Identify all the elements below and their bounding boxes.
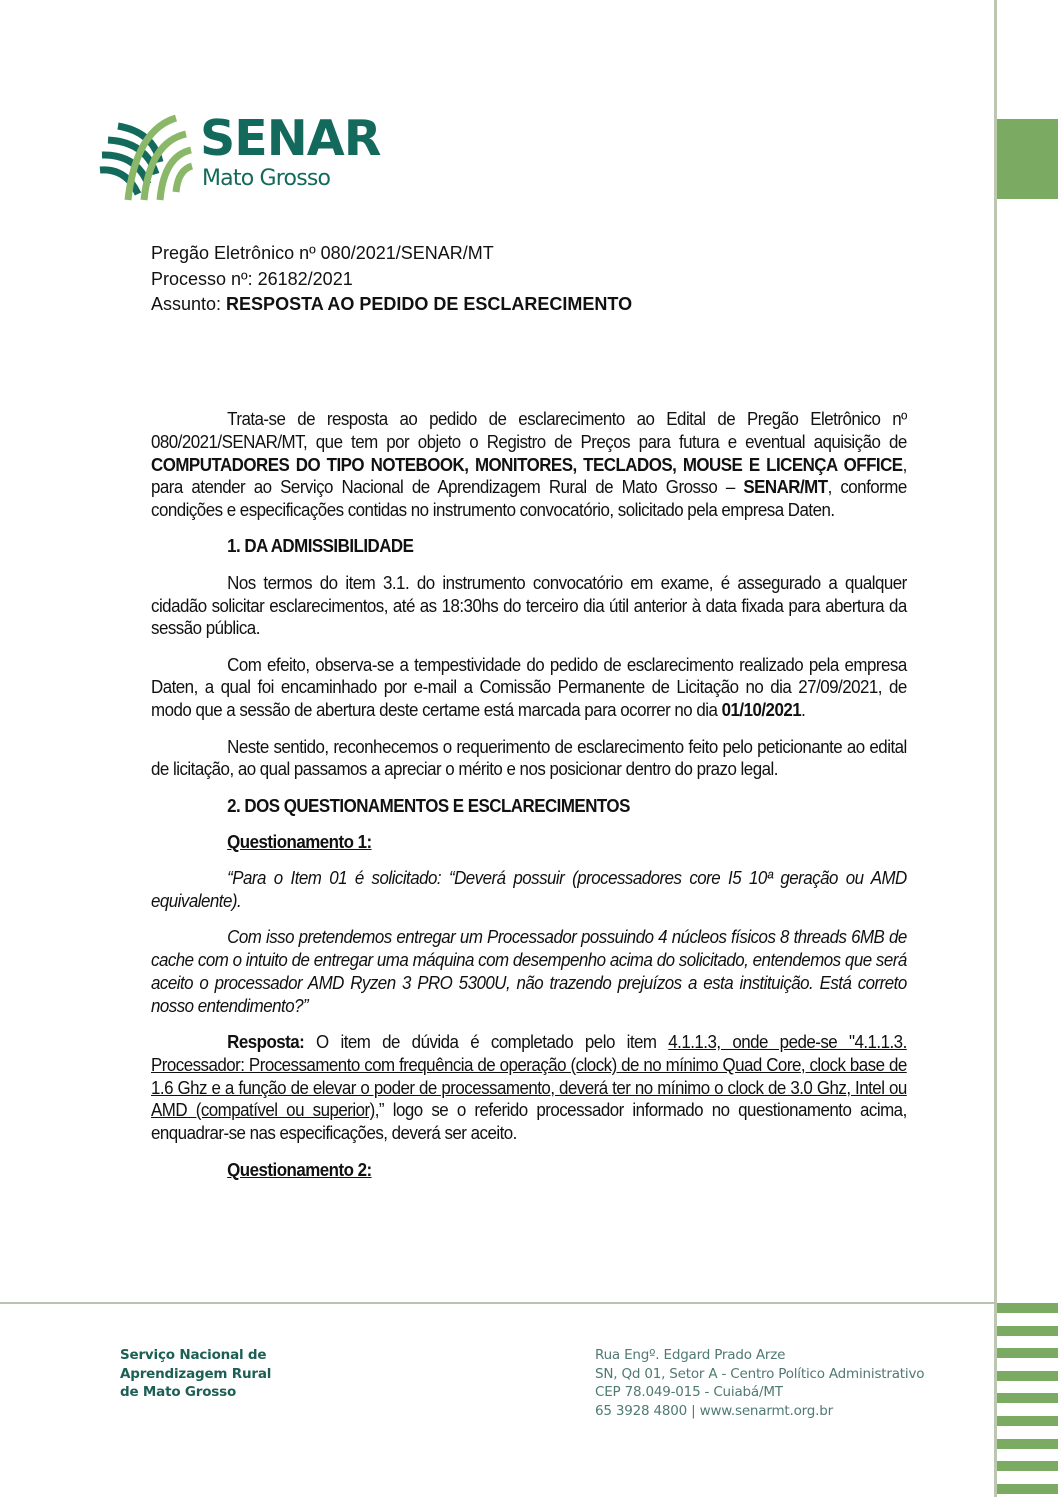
- footer-contact-line: 65 3928 4800 | www.senarmt.org.br: [595, 1402, 833, 1419]
- intro-org: SENAR/MT: [743, 477, 828, 498]
- answer-cited-item: 4.1.1.3, onde pede-se "4.1.1.3. Processador: Processamento com frequência de operação (clock) de no mínimo Quad Core, clock base de 1.6 Ghz e a função de elevar o poder de processamento, deverá ter no mínimo o clock de 3.0 Ghz, Intel ou AMD (compatível ou superior): [151, 1032, 907, 1121]
- answer-label: Resposta:: [227, 1032, 305, 1053]
- footer-org-line: de Mato Grosso: [120, 1384, 237, 1401]
- footer-stripe: [997, 1393, 1058, 1403]
- intro-text-1: Trata-se de resposta ao pedido de esclarecimento ao Edital de Pregão Eletrônico nº 080/2021/SENAR/MT, que tem por objeto o Registro de Preços para futura e eventual aquisição de: [151, 409, 907, 452]
- intro-paragraph: [151, 408, 907, 522]
- footer-address-line: Rua Engº. Edgard Prado Arze: [595, 1347, 786, 1363]
- leaf-arches-icon: [98, 112, 193, 204]
- footer-stripe: [997, 1461, 1058, 1471]
- senar-logo: [98, 110, 381, 207]
- question-1-quote-2: Com isso pretendemos entregar um Processador possuindo 4 núcleos físicos 8 threads 6MB de cache com o intuito de entregar uma máquina com desempenho acima do solicitado, entendemos que será aceito o processador AMD Ryzen 3 PRO 5300U, não trazendo prejuízos a esta instituição. Está correto nosso entendimento?”: [151, 927, 907, 1016]
- pregao-number: Pregão Eletrônico nº 080/2021/SENAR/MT: [151, 243, 494, 263]
- admissibility-paragraph-1: Nos termos do item 3.1. do instrumento convocatório em exame, é assegurado a qualquer cidadão solicitar esclarecimentos, até as 18:30hs do terceiro dia útil anterior à data fixada para abertura da sessão pública.: [151, 572, 907, 639]
- question-1-title: Questionamento 1:: [227, 831, 372, 852]
- answer-text-2: ,” logo se o referido processador informado no questionamento acima, enquadrar-se nas especificações, deverá ser aceito.: [151, 1100, 907, 1144]
- header-accent-block: [997, 119, 1058, 199]
- footer-stripe: [997, 1348, 1058, 1358]
- document-body: [151, 408, 907, 1195]
- footer-stripe: [997, 1303, 1058, 1313]
- footer-org-line: Serviço Nacional de: [120, 1347, 267, 1363]
- subject-value: RESPOSTA AO PEDIDO DE ESCLARECIMENTO: [226, 294, 633, 314]
- footer-stripe: [997, 1484, 1058, 1494]
- subject-label: Assunto:: [151, 294, 227, 314]
- subject-line: [151, 292, 632, 318]
- admissibility-paragraph-3: Neste sentido, reconhecemos o requerimento de esclarecimento feito pelo peticionante ao edital de licitação, ao qual passamos a apreciar o mérito e nos posicionar dentro do prazo legal.: [151, 736, 907, 780]
- logo-subtitle: Mato Grosso: [202, 166, 331, 191]
- footer-stripe: [997, 1439, 1058, 1449]
- footer-org-name: [120, 1346, 271, 1402]
- answer-1-paragraph: [151, 1031, 907, 1145]
- question-1-paragraph-2: [151, 926, 907, 1017]
- section-2-title: 2. DOS QUESTIONAMENTOS E ESCLARECIMENTOS: [227, 795, 630, 816]
- document-header: [151, 241, 632, 318]
- footer-stripe: [997, 1416, 1058, 1426]
- session-date: 01/10/2021: [721, 700, 802, 721]
- right-margin-rule: [994, 0, 997, 1497]
- answer-text-1: O item de dúvida é completado pelo item: [304, 1032, 669, 1053]
- logo-brand-text: SENAR: [200, 110, 381, 167]
- admissibility-end: .: [801, 700, 806, 721]
- intro-text-2: , para atender ao Serviço Nacional de Aprendizagem Rural de Mato Grosso –: [151, 454, 907, 498]
- question-2-title: Questionamento 2:: [227, 1159, 372, 1180]
- footer-stripe: [997, 1371, 1058, 1381]
- intro-object: COMPUTADORES DO TIPO NOTEBOOK, MONITORES, TECLADOS, MOUSE E LICENÇA OFFICE: [151, 454, 903, 475]
- footer-address-line: SN, Qd 01, Setor A - Centro Político Administrativo: [595, 1365, 925, 1382]
- intro-text-3: , conforme condições e especificações contidas no instrumento convocatório, solicitado pela empresa Daten.: [151, 477, 907, 521]
- footer-stripe: [997, 1326, 1058, 1336]
- section-1-title: 1. DA ADMISSIBILIDADE: [227, 536, 414, 557]
- footer-org-line: Aprendizagem Rural: [120, 1365, 272, 1382]
- question-1-paragraph-1: [151, 867, 907, 913]
- question-1-quote-1: “Para o Item 01 é solicitado: “Deverá possuir (processadores core I5 10ª geração ou AMD equivalente).: [151, 868, 907, 912]
- footer-address-line: CEP 78.049-015 - Cuiabá/MT: [595, 1384, 783, 1401]
- admissibility-text: Com efeito, observa-se a tempestividade do pedido de esclarecimento realizado pela empresa Daten, a qual foi encaminhado por e-mail a Comissão Permanente de Licitação no dia 27/09/2021, de modo que a sessão de abertura deste certame está marcada para ocorrer no dia: [151, 654, 907, 721]
- footer-address: [595, 1346, 924, 1420]
- footer-stripes: [997, 1303, 1058, 1497]
- admissibility-paragraph-2: [151, 654, 907, 722]
- footer-divider: [0, 1302, 996, 1304]
- process-number: Processo nº: 26182/2021: [151, 268, 353, 289]
